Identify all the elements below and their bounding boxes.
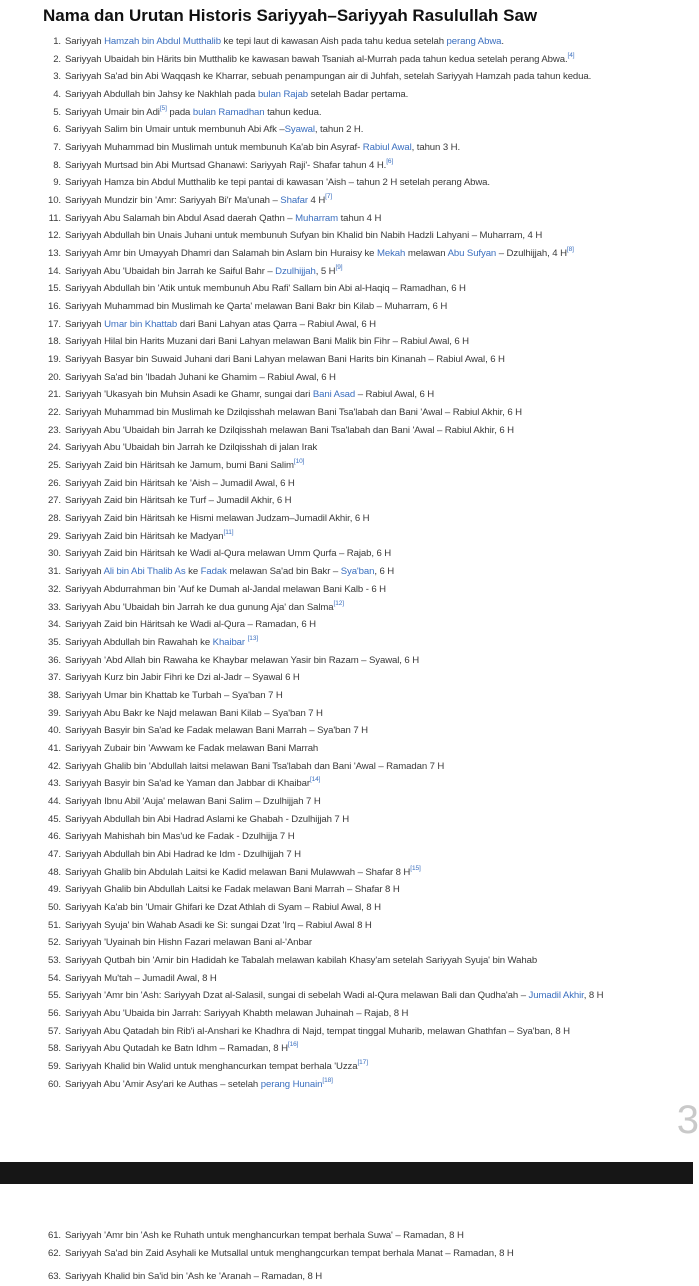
item-text: Sariyyah Zaid bin Häritsah ke 'Aish – Jumadil Awal, 6 H [65,477,295,489]
wiki-link[interactable]: Jumadil Akhir [528,990,584,1002]
list-item [32,917,692,935]
list-item [32,899,692,917]
item-number: 50. [47,901,61,913]
cut-off-row [32,1268,692,1282]
list-item [32,492,692,510]
item-text: Sariyyah Basyir bin Sa'ad ke Fadak melawan Bani Marrah – Sya'ban 7 H [65,725,368,737]
item-text: tahun kedua. [264,106,322,118]
list-item [32,987,692,1005]
list-item [32,245,692,263]
list-item [32,104,692,122]
item-text: – Rabiul Awal, 6 H [355,389,435,401]
item-number: 38. [47,689,61,701]
list-item [32,669,692,687]
item-number: 12. [47,230,61,242]
item-number: 56. [47,1007,61,1019]
item-number: 4. [53,89,61,101]
list-item [32,174,692,192]
list-item [32,86,692,104]
wiki-link[interactable]: Mekah [376,248,406,260]
list-item [32,881,692,899]
list-item [32,687,692,705]
item-number: 2. [53,53,61,65]
item-text: setelah Badar pertama. [308,89,409,101]
item-number: 45. [47,813,61,825]
footnote-ref[interactable]: [8] [566,246,574,254]
footnote-ref[interactable]: [6] [386,157,394,165]
item-text: Sariyyah Khalid bin Sa'id bin 'Ash ke 'Aranah – Ramadan, 8 H [65,1271,323,1282]
item-text: Sariyyah 'Abd Allah bin Rawaha ke Khaybar melawan Yasir bin Razam – Syawal, 6 H [65,654,420,666]
list-item [32,545,692,563]
list-item [32,33,692,51]
footnote-ref[interactable]: [11] [223,528,234,536]
item-number: 10. [47,195,61,207]
item-number: 30. [47,548,61,560]
list-item [32,1058,692,1076]
item-text: . [501,36,504,47]
item-number: 41. [47,742,61,754]
wiki-link[interactable]: Hamzah bin Abdul Mutthalib [104,36,221,47]
item-text: Sariyyah Ghalib bin Abdullah Laitsi ke Fadak melawan Bani Marrah – Shafar 8 H [65,884,400,896]
item-text: Sariyyah Abu 'Ubaidah bin Jarrah ke Dzilqisshah di jalan Irak [65,442,318,454]
item-number: 7. [53,142,61,154]
footnote-ref[interactable]: [13] [247,634,259,642]
item-text: , tahun 2 H. [314,124,364,136]
item-text: Sariyyah Hilal bin Harits Muzani dari Bani Lahyan melawan Bani Malik bin Fihr – Rabiul Awal, 6 H [65,336,470,348]
item-number: 17. [47,318,61,330]
list-item [32,740,692,758]
list-item [32,1040,692,1058]
list-item [32,1268,692,1286]
item-number: 27. [47,495,61,507]
footnote-ref[interactable]: [16] [287,1041,299,1049]
item-text: , 6 H [374,566,395,578]
item-number: 43. [47,778,61,790]
item-number: 46. [47,831,61,843]
list-item [32,528,692,546]
item-text: Sariyyah Zaid bin Häritsah ke Wadi al-Qura melawan Umm Qurfa – Rajab, 6 H [65,548,392,560]
item-text: Sariyyah 'Ukasyah bin Muhsin Asadi ke Ghamr, sungai dari [65,389,313,401]
list-item [32,192,692,210]
item-number: 25. [47,460,61,472]
item-text: Sariyyah 'Uyainah bin Hishn Fazari melawan Bani al-'Anbar [65,937,312,949]
item-text: Sariyyah 'Amr bin 'Ash: Sariyyah Dzat al-Salasil, sungai di sebelah Wadi al-Qura melawan Bali dan Qudha'ah – [65,990,529,1002]
item-text: – Dzulhijjah, 4 H [496,248,567,260]
list-item [32,439,692,457]
wiki-link[interactable]: Muharram [295,212,339,224]
item-number: 57. [47,1025,61,1037]
item-text: ke tepi laut di kawasan Aish pada tahu kedua setelah [220,36,447,47]
item-number: 48. [47,866,61,878]
item-text: Sariyyah 'Amr bin 'Ash ke Ruhath untuk menghancurkan tempat berhala Suwa' – Ramadan, 8 H [65,1230,464,1241]
item-text: tahun 4 H [338,212,382,224]
wiki-link[interactable]: perang Hunain [260,1078,323,1090]
item-text: Sariyyah Sa'ad bin Zaid Asyhali ke Mutsallal untuk menghangcurkan tempat berhala Manat – Ramadan, 8 H [65,1247,514,1259]
item-text: Sariyyah Abdullah bin Abi Hadrad ke Idm - Dzulhijjah 7 H [65,848,301,860]
item-number: 40. [47,725,61,737]
item-text: Sariyyah Abdullah bin Rawahah ke [65,636,213,648]
list-item [32,581,692,599]
item-number: 6. [53,124,61,136]
item-number: 55. [47,990,61,1002]
item-number: 49. [47,884,61,896]
item-text: Sariyyah Syuja' bin Wahab Asadi ke Si: sungai Dzat 'Irq – Rabiul Awal 8 H [65,919,372,931]
item-text: Sariyyah Ka'ab bin 'Umair Ghifari ke Dzat Athlah di Syam – Rabiul Awal, 8 H [65,901,381,913]
footnote-ref[interactable]: [14] [309,776,321,784]
item-text: Sariyyah Mahishah bin Mas'ud ke Fadak - Dzulhijja 7 H [65,831,295,843]
item-text: Sariyyah Mu'tah – Jumadil Awal, 8 H [65,972,217,984]
item-text: Sariyyah Ghalib bin 'Abdullah laitsi melawan Bani Tsa'labah dan Bani 'Awal – Ramadan 7 H [65,760,445,772]
list-item [32,722,692,740]
item-number: 61. [47,1230,61,1241]
item-number: 35. [47,636,61,648]
item-number: 23. [47,424,61,436]
item-text: Sariyyah Umar bin Khattab ke Turbah – Sya'ban 7 H [65,689,283,701]
list-item [32,51,692,69]
item-number: 37. [47,672,61,684]
item-text: Sariyyah [65,318,105,330]
item-text: Sariyyah Sa'ad bin 'Ibadah Juhani ke Ghamim – Rabiul Awal, 6 H [65,371,336,383]
item-text: Sariyyah Zaid bin Häritsah ke Wadi al-Qura – Ramadan, 6 H [65,619,316,631]
wiki-link[interactable]: Dzulhijjah [275,265,316,277]
footnote-ref[interactable]: [7] [325,193,333,201]
item-number: 32. [47,583,61,595]
item-text: Sariyyah [65,566,104,578]
list-item [32,952,692,970]
list-item [32,298,692,316]
item-number: 3. [53,71,61,83]
item-text: melawan [405,248,448,260]
wiki-link[interactable]: Sya'ban [340,566,375,578]
list-item [32,758,692,776]
item-text: Sariyyah Abdullah bin Abi Hadrad Aslami ke Ghabah - Dzulhijjah 7 H [65,813,350,825]
footnote-ref[interactable]: [5] [159,104,167,112]
item-number: 53. [47,954,61,966]
item-text: pada [166,106,193,118]
item-text: Sariyyah Abu Qutadah ke Batn Idhm – Ramadan, 8 H [65,1043,288,1055]
item-number: 20. [47,371,61,383]
list-item [32,793,692,811]
item-number: 19. [47,354,61,366]
list-item [32,121,692,139]
item-number: 52. [47,937,61,949]
wiki-link[interactable]: Ali bin Abi Thalib As [103,566,186,578]
list-item [32,811,692,829]
list-item [32,475,692,493]
item-text: Sariyyah Abdullah bin Unais Juhani untuk membunuh Sufyan bin Khalid bin Nabih Hadzli Lahyani – Muharram, 4 H [65,230,543,242]
wiki-link[interactable]: Shafar [280,195,308,207]
list-item [32,210,692,228]
item-number: 42. [47,760,61,772]
item-text: Sariyyah Abu Salamah bin Abdul Asad daerah Qathn – [65,212,296,224]
footnote-ref[interactable]: [9] [335,263,343,271]
item-number: 24. [47,442,61,454]
item-text: Sariyyah Khalid bin Walid untuk menghancurkan tempat berhala 'Uzza [65,1060,358,1072]
item-number: 62. [47,1247,61,1259]
item-text: Sariyyah Abu 'Ubaidah bin Jarrah ke dua gunung Aja' dan Salma [65,601,334,613]
list-item [32,775,692,793]
wiki-link[interactable]: bulan Rajab [257,89,309,101]
item-number: 34. [47,619,61,631]
item-number: 11. [48,212,61,224]
item-text: Sariyyah Zubair bin 'Awwam ke Fadak melawan Bani Marrah [65,742,319,754]
item-text: Sariyyah Abu Bakr ke Najd melawan Bani Kilab – Sya'ban 7 H [65,707,323,719]
list-item [32,616,692,634]
footnote-ref[interactable]: [15] [410,864,421,872]
item-text: Sariyyah Basyir bin Sa'ad ke Yaman dan Jabbar di Khaibar [65,778,310,790]
list-item [32,970,692,988]
item-number: 44. [47,795,61,807]
list-item [32,68,692,86]
item-text: Sariyyah Abdurrahman bin 'Auf ke Dumah al-Jandal melawan Bani Kalb - 6 H [65,583,386,595]
item-text: Sariyyah Zaid bin Häritsah ke Turf – Jumadil Akhir, 6 H [65,495,292,507]
list-item [32,864,692,882]
page-number: 3 [676,1098,699,1142]
item-number: 15. [47,283,61,295]
item-number: 51. [47,919,61,931]
item-text: Sariyyah Abdullah bin Jahsy ke Nakhlah pada [65,89,258,101]
item-text: Sariyyah Zaid bin Häritsah ke Hismi melawan Judzam–Jumadil Akhir, 6 H [65,513,370,525]
item-number: 59. [47,1060,61,1072]
list-item [32,227,692,245]
item-text: Sariyyah Abdullah bin 'Atik untuk membunuh Abu Rafi' Sallam bin Abi al-Haqiq – Ramadhan, 6 H [65,283,466,295]
item-text: melawan Sa'ad bin Bakr – [226,566,341,578]
item-text: Sariyyah Abu 'Amir Asy'ari ke Authas – setelah [65,1078,261,1090]
wiki-link[interactable]: perang Abwa [446,36,502,47]
footnote-ref[interactable]: [10] [293,458,305,466]
item-text: Sariyyah Abu 'Ubaidah bin Jarrah ke Dzilqisshah melawan Bani Tsa'labah dan Bani 'Awal – Rabiul Akhir, 6 H [65,424,515,436]
list-item [32,652,692,670]
item-number: 22. [47,407,61,419]
list-item [32,828,692,846]
list-item [32,1227,692,1245]
list-item [32,280,692,298]
item-text: Sariyyah Zaid bin Häritsah ke Madyan [65,530,224,542]
item-number: 8. [53,159,61,171]
footnote-ref[interactable]: [18] [322,1076,333,1084]
list-item [32,386,692,404]
item-number: 16. [47,301,61,313]
list-item [32,263,692,281]
list-item [32,510,692,528]
item-text: Sariyyah Hamza bin Abdul Mutthalib ke tepi pantai di kawasan 'Aish – tahun 2 H setelah perang Abwa. [65,177,490,189]
item-number: 18. [47,336,61,348]
item-text: Sariyyah Abu 'Ubaidah bin Jarrah ke Saiful Bahr – [65,265,276,277]
list-item [32,333,692,351]
item-text: Sariyyah Abu Qatadah bin Rib'i al-Anshari ke Khadhra di Najd, tempat tinggal Muharib, melawan Ghathfan – Sya'ban, 8 H [65,1025,570,1037]
sariyyah-list-continued [32,1227,692,1262]
list-item [32,351,692,369]
list-item [32,1023,692,1041]
list-item [32,563,692,581]
item-text: Sariyyah [65,36,105,47]
item-text: , 5 H [315,265,336,277]
footnote-ref[interactable]: [17] [357,1058,368,1066]
page-title: Nama dan Urutan Historis Sariyyah–Sariyyah Rasulullah Saw [43,6,538,25]
item-text: 4 H [307,195,326,207]
footnote-ref[interactable]: [4] [567,51,575,59]
item-number: 47. [47,848,61,860]
item-number: 28. [47,513,61,525]
item-text: Sariyyah Zaid bin Häritsah ke Jamum, bumi Bani Salim [65,460,294,472]
item-number: 1. [53,36,61,47]
item-text: Sariyyah Amr bin Umayyah Dhamri dan Salamah bin Aslam bin Huraisy ke [65,248,377,260]
item-text: Sariyyah Kurz bin Jabir Fihri ke Dzi al-Jadr – Syawal 6 H [65,672,300,684]
item-text: dari Bani Lahyan atas Qarra – Rabiul Awal, 6 H [177,318,376,330]
list-item [32,934,692,952]
item-number: 60. [47,1078,61,1090]
list-item [32,457,692,475]
page-divider [0,1162,693,1184]
item-text: Sariyyah Umair bin Adi [65,106,160,118]
list-item [32,369,692,387]
wiki-link[interactable]: Fadak [200,566,227,578]
list-item [32,634,692,652]
item-number: 58. [47,1043,61,1055]
item-text: Sariyyah Abu 'Ubaida bin Jarrah: Sariyyah Khabth melawan Juhainah – Rajab, 8 H [65,1007,409,1019]
list-item [32,846,692,864]
item-text: Sariyyah Ubaidah bin Härits bin Mutthalib ke kawasan bawah Tsaniah al-Murrah pada tahun kedua setelah perang Abwa. [65,53,568,65]
item-number: 33. [47,601,61,613]
item-text: Sariyyah Salim bin Umair untuk membunuh Abi Afk – [65,124,285,136]
item-text: Sariyyah Ghalib bin Abdulah Laitsi ke Kadid melawan Bani Mulawwah – Shafar 8 H [65,866,411,878]
item-text: Sariyyah Muhammad bin Muslimah ke Dzilqisshah melawan Bani Tsa'labah dan Bani 'Awal – Rabiul Akhir, 6 H [65,407,522,419]
item-number: 9. [53,177,61,189]
list-item [32,157,692,175]
list-item [32,705,692,723]
list-item [32,1005,692,1023]
item-text: Sariyyah Ibnu Abil 'Auja' melawan Bani Salim – Dzulhijjah 7 H [65,795,321,807]
wiki-link[interactable]: Syawal [284,124,315,136]
footnote-ref[interactable]: [12] [333,599,344,607]
wiki-link[interactable]: bulan Ramadhan [192,106,265,118]
list-item [32,1076,692,1094]
item-number: 31. [47,566,61,578]
item-text: Sariyyah Basyar bin Suwaid Juhani dari Bani Lahyan melawan Bani Harits bin Kinanah – Rabiul Awal, 6 H [65,354,505,366]
list-item [32,1245,692,1263]
wiki-link[interactable]: Abu Sufyan [447,248,497,260]
list-item [32,422,692,440]
item-text: Sariyyah Muhammad bin Muslimah ke Qarta' melawan Bani Bakr bin Kilab – Muharram, 6 H [65,301,448,313]
list-item [32,316,692,334]
list-item [32,599,692,617]
item-text: Sariyyah Murtsad bin Abi Murtsad Ghanawi: Sariyyah Raji'- Shafar tahun 4 H. [65,159,387,171]
item-text: ke [185,566,201,578]
item-number: 21. [47,389,61,401]
item-number: 39. [47,707,61,719]
item-number: 5. [53,106,61,118]
item-number: 29. [47,530,61,542]
list-item [32,404,692,422]
item-number: 13. [47,248,61,260]
item-text: Sariyyah Muhammad bin Muslimah untuk membunuh Ka'ab bin Asyraf- [65,142,363,154]
item-text: , tahun 3 H. [411,142,461,154]
item-number: 14. [47,265,61,277]
wiki-link[interactable]: Bani Asad [312,389,356,401]
item-number: 54. [47,972,61,984]
item-text: Sariyyah Sa'ad bin Abi Waqqash ke Kharrar, sebuah penampungan air di Juhfah, setelah Sariyyah Hamzah pada tahun kedua. [65,71,592,83]
item-number: 63. [47,1271,61,1282]
item-number: 36. [47,654,61,666]
item-number: 26. [47,477,61,489]
sariyyah-list [32,33,692,1093]
item-text: Sariyyah Qutbah bin 'Amir bin Hadidah ke Tabalah melawan kabilah Khasy'am setelah Sariyyah Syuja' bin Wahab [65,954,538,966]
wiki-link[interactable]: Umar bin Khattab [104,318,178,330]
wiki-link[interactable]: Khaibar [212,636,246,648]
wiki-link[interactable]: Rabiul Awal [362,142,412,154]
list-item [32,139,692,157]
item-text: , 8 H [583,990,604,1002]
item-text: Sariyyah Mundzir bin 'Amr: Sariyyah Bi'r Ma'unah – [65,195,281,207]
